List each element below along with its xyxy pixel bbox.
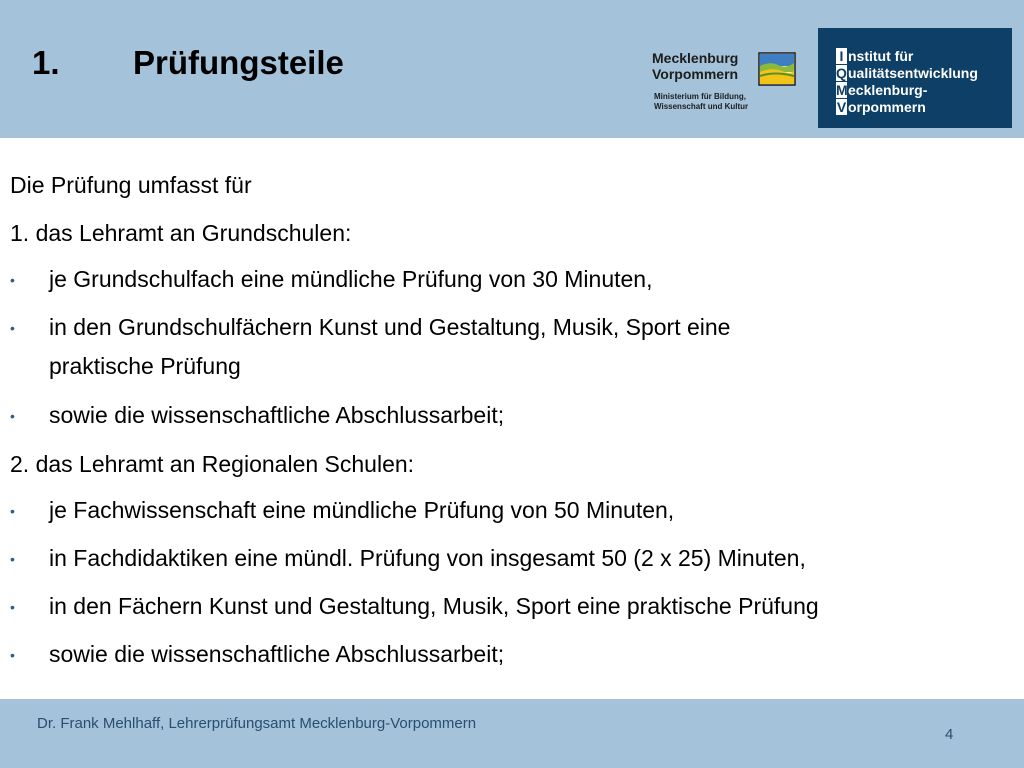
mv-logo-name-line2: Vorpommern: [652, 66, 739, 82]
bullet-icon: •: [10, 551, 15, 567]
bullet-icon: •: [10, 503, 15, 519]
section-heading: 1. das Lehramt an Grundschulen:: [10, 220, 352, 246]
bullet-icon: •: [10, 320, 15, 336]
mv-logo-name: [652, 50, 738, 82]
iqmv-initial: V: [836, 99, 847, 115]
list-item-text: in Fachdidaktiken eine mündl. Prüfung von insgesamt 50 (2 x 25) Minuten,: [49, 545, 806, 571]
iqmv-logo-line: [836, 82, 927, 98]
iqmv-initial: I: [836, 48, 847, 64]
list-item-text: praktische Prüfung: [49, 353, 241, 379]
page-number: 4: [945, 726, 954, 743]
intro-text: Die Prüfung umfasst für: [10, 172, 252, 198]
iqmv-initial: M: [836, 82, 848, 98]
list-item-text: sowie die wissenschaftliche Abschlussarbeit;: [49, 641, 505, 667]
iqmv-line-text: ualitätsentwicklung: [848, 65, 978, 81]
list-item-text: in den Fächern Kunst und Gestaltung, Musik, Sport eine praktische Prüfung: [49, 593, 819, 619]
iqmv-logo-line: [836, 65, 978, 81]
footer-author: Dr. Frank Mehlhaff, Lehrerprüfungsamt Mecklenburg-Vorpommern: [37, 715, 477, 732]
mv-logo-ministry-line1: Ministerium für Bildung,: [654, 92, 746, 101]
list-item-text: je Grundschulfach eine mündliche Prüfung von 30 Minuten,: [49, 266, 653, 292]
list-item-text: in den Grundschulfächern Kunst und Gestaltung, Musik, Sport eine: [49, 314, 731, 340]
mv-logo-name-line1: Mecklenburg: [652, 50, 739, 66]
slide-title: Prüfungsteile: [133, 44, 344, 81]
iqmv-line-text: nstitut für: [848, 48, 914, 64]
bullet-icon: •: [10, 599, 15, 615]
mv-landscape-icon: [758, 52, 796, 86]
list-item-text: je Fachwissenschaft eine mündliche Prüfung von 50 Minuten,: [49, 497, 675, 523]
iqmv-line-text: ecklenburg-: [848, 82, 928, 98]
iqmv-logo-line: [836, 48, 913, 64]
header-band: [0, 0, 1024, 138]
mv-ministry-logo: [652, 50, 802, 114]
bullet-icon: •: [10, 647, 15, 663]
section-heading: 2. das Lehramt an Regionalen Schulen:: [10, 451, 415, 477]
list-item-text: sowie die wissenschaftliche Abschlussarbeit;: [49, 402, 505, 428]
iqmv-line-text: orpommern: [848, 99, 926, 115]
bullet-icon: •: [10, 408, 15, 424]
slide-title-number: 1.: [32, 44, 60, 81]
iqmv-initial: Q: [836, 65, 847, 81]
mv-logo-ministry: [654, 92, 748, 112]
bullet-icon: •: [10, 272, 15, 288]
footer-band: [0, 699, 1024, 768]
iqmv-logo-line: [836, 99, 926, 115]
iqmv-logo: [818, 28, 1012, 128]
mv-logo-ministry-line2: Wissenschaft und Kultur: [654, 102, 749, 111]
